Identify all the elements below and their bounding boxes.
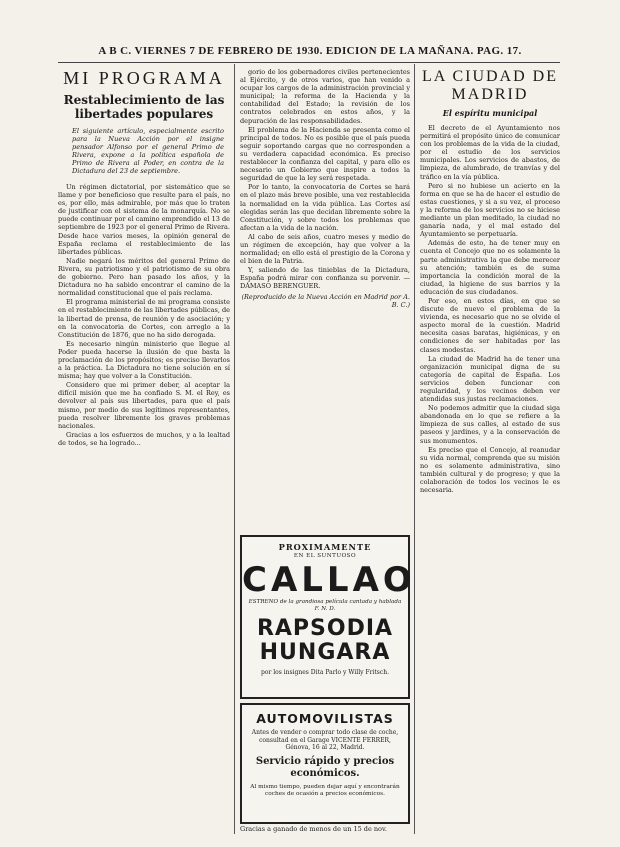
column-divider-2 [414,64,415,834]
paragraph: Por lo tanto, la convocatoria de Cortes se hará en el plazo más breve posible, una vez restablecida la normalidad en la vida pública. Las Cortes así elegidas serán las que decidan libremente sobre la Constitución, y sobre todos los problemas que afectan a la vida de la nación. [240,183,410,232]
ad-credits: por los insignes Dita Parlo y Willy Fritsch. [260,669,390,676]
paragraph: gorio de los gobernadores civiles pertenecientes al Ejército, y de otros varios, que han venido a ocupar los cargos de la administración provincial y municipal; la reforma de la Hacienda y la contabilidad del Estado; la revisión de los contratos celebrados en estos años, y la depuración de las responsabilidades. [240,68,410,125]
reproduction-note: (Reproducido de la Nueva Acción en Madrid por A. B. C.) [241,292,410,309]
ad-estreno: ESTRENO de la grandiosa película cantada y hablada F. N. D. [248,599,402,612]
paragraph: Nadie negará los méritos del general Primo de Rivera, su patriotismo y el patriotismo de su obra de gobierno. Pero han pasado los años, y la Dictadura no ha sabido encontrar el camino de la normalidad constitucional que el país reclama. [58,256,230,298]
paragraph: Pero si no hubiese un acierto en la forma en que se ha de hacer el estudio de estas cuestiones, y si a su vez, el proceso y la reforma de los servicios no se hiciese mediante un plan meditado, la ciudad no ganaría nada, y el mal estado del Ayuntamiento se perpetuaría. [420,181,560,239]
paragraph: Gracias a los esfuerzos de muchos, y a la lealtad de todos, se ha logrado... [58,430,230,447]
paragraph: La ciudad de Madrid ha de tener una organización municipal digna de su categoría de capital de España. Los servicios deben funcionar con regularidad, y los vecinos deben ver atendidas sus justas reclamaciones. [420,354,560,404]
page-header: A B C. VIERNES 7 DE FEBRERO DE 1930. EDICION DE LA MAÑANA. PAG. 17. [98,45,522,57]
column-divider-1 [234,64,235,834]
ad-sub: EN EL SUNTUOSO [293,553,357,559]
column-continuation [240,68,410,309]
paragraph: El programa ministerial de mi programa consiste en el restablecimiento de las libertades públicas, de la libertad de prensa, de reunión y de asociación; y en la convocatoria de Cortes, con arreglo a la Constitución de 1876, que no ha sido derogada. [58,298,230,339]
ad-auto-title: AUTOMOVILISTAS [256,711,394,726]
paragraph: No podemos admitir que la ciudad siga abandonada en lo que se refiere a la limpieza de sus calles, al estado de sus paseos y jardines, y a la conservación de sus monumentos. [420,404,560,445]
ad-proximamente: PROXIMAMENTE [278,542,372,552]
city-section-subtitle: El espíritu municipal [442,108,538,118]
article-subtitle: Restablecimiento de las libertades populares [63,93,225,121]
paragraph: Un régimen dictatorial, por sistemático que se llame y por beneficioso que resulte para el país, no es, por ello, más admirable, por más que lo traten de justificar con el sistema de la monarquía. No se puede continuar por el camino emprendido el 13 de septiembre de 1923 por el general Primo de Rivera. Desde hace varios meses, la opinión general de España reclama el restablecimiento de las libertades públicas. [58,183,230,256]
paragraph: Considero que mi primer deber, al aceptar la difícil misión que me ha confiado S. M. el Rey, es devolver al país sus libertades, para que el país mismo, por medio de sus legítimos representantes, pueda resolver libremente los graves problemas nacionales. [58,381,230,430]
column2-bottom-text: Gracias a ganado de menos de un 15 de nov. [240,825,387,833]
ad-film-title: RAPSODIA HUNGARA [256,616,394,665]
article-deck: El siguiente artículo, especialmente escrito para la Nueva Acción por el insigne pensador Alfonso por el general Primo de Rivera, expone a la política española de Primo de Rivera al Poder, en contra de la Dictadura del 23 de septiembre. [72,127,224,175]
column-ciudad-de-madrid [420,68,560,495]
ad-auto-text: Antes de vender o comprar todo clase de coche, consultad en el Garage VICENTE FERRER, Génova, 16 al 22, Madrid. [251,729,399,751]
article-body-continued [240,68,410,291]
ad-auto-slogan: Servicio rápido y precios económicos. [255,755,395,779]
city-section-title: LA CIUDAD DE MADRID [422,68,558,103]
header-rule [58,62,560,63]
ad-auto-foot: Al mismo tiempo, pueden dejar aquí y encontrarán coches de ocasión a precios económicos. [250,783,400,797]
paragraph: Y, saliendo de las tinieblas de la Dictadura, España podrá mirar con confianza su porvenir. — DÁMASO BERENGUER. [240,266,410,291]
paragraph: Al cabo de seis años, cuatro meses y medio de un régimen de excepción, hay que volver a la normalidad; en ello está el prestigio de la Corona y el bien de la Patria. [240,232,410,266]
paragraph: Es necesario ningún ministerio que llegue al Poder pueda hacerse la ilusión de que basta la proclamación de los propósitos; es preciso llevarlos a la práctica. La Dictadura no tiene solución en sí misma; hay que volver a la Constitución. [58,339,230,381]
paragraph: Por eso, en estos días, en que se discute de nuevo el problema de la vivienda, es necesario que no se olvide el aspecto moral de la cuestión. Madrid necesita casas baratas, higiénicas, y en condiciones de ser habitadas por las clases modestas. [420,296,560,354]
city-article-body [420,124,560,494]
automovilistas-advertisement [240,703,410,824]
callao-advertisement [240,535,416,699]
paragraph: El problema de la Hacienda se presenta como el principal de todos. No es posible que el país pueda seguir soportando cargas que no corresponden a su verdadera capacidad económica. Es preciso restablecer la confianza del capital, y para ello es necesario un Gobierno que inspire a todos la seguridad de que la ley será respetada. [240,125,410,183]
ad-cinema-name: CALLAO [242,560,416,600]
paragraph: Es preciso que el Concejo, al reanudar su vida normal, comprenda que su misión no es solamente administrativa, sino también cultural y de progreso; y que la colaboración de todos los vecinos le es necesaria. [420,445,560,495]
article-title: MI PROGRAMA [63,68,225,88]
paragraph: Además de esto, ha de tener muy en cuenta el Concejo que no es solamente la parte administrativa la que debe merecer su atención; también es de suma importancia la condición moral de la ciudad, la higiene de sus barrios y la educación de sus ciudadanos. [420,239,560,296]
article-body [58,183,230,447]
column-mi-programa [58,68,230,448]
paragraph: El decreto de el Ayuntamiento nos permitirá el propósito único de comunicar con los problemas de la vida de la ciudad, por el estudio de los servicios municipales. Los servicios de abastos, de limpieza, de alumbrado, de tranvías y del tráfico en la vía pública. [420,124,560,181]
